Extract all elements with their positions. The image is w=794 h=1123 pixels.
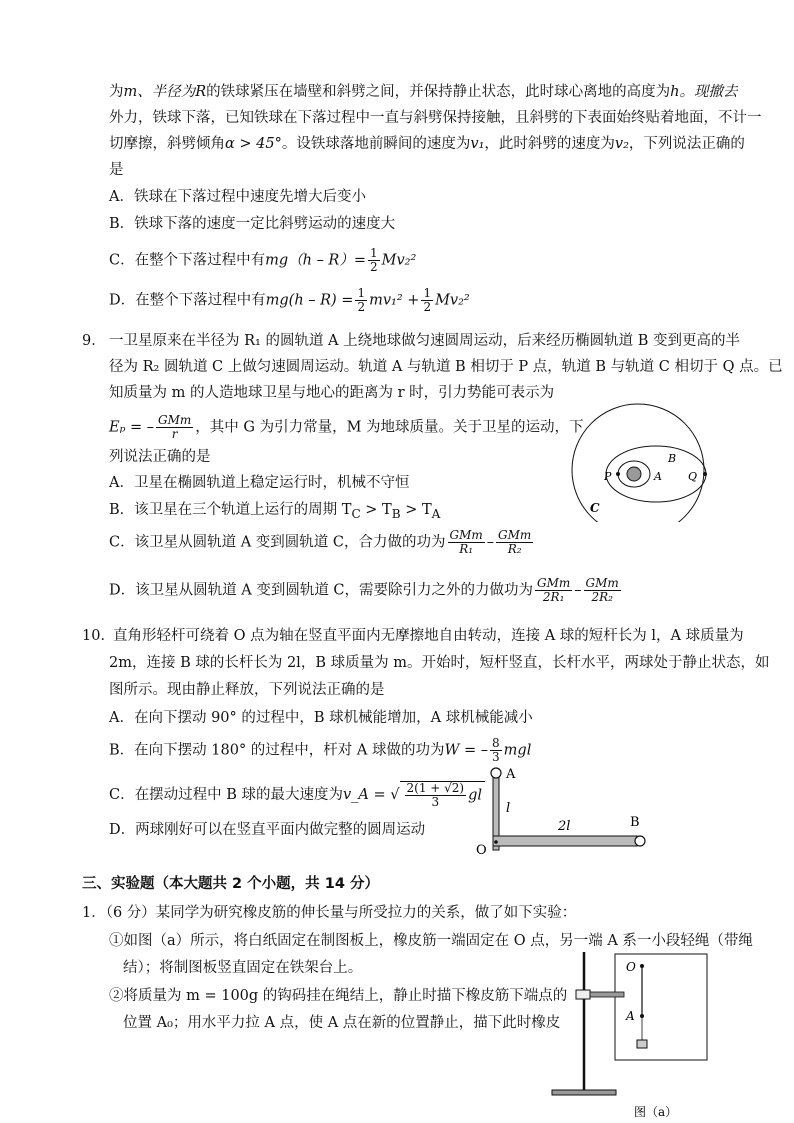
- label-o: O: [626, 960, 636, 974]
- hook-weight: [637, 1040, 647, 1048]
- exp1-line: 1．（6 分）某同学为研究橡皮筋的伸长量与所受拉力的关系，做了如下实验：: [82, 905, 577, 921]
- q9-number: 9．: [82, 333, 106, 349]
- ball-a: [491, 768, 501, 778]
- q10-line2: 2m，连接 B 球的长杆长为 2l，B 球质量为 m。开始时，短杆竖直，长杆水平，两球处于静止状态，如: [109, 655, 770, 671]
- label-a: A: [626, 1009, 635, 1023]
- q9-ep-formula: Eₚ = – $\frac{\text{GMm}}{r}$ ，其中 G 为引力常量，M 为地球质量。关于卫星的运动，下: [109, 413, 584, 441]
- clamp: [576, 990, 590, 999]
- q10-option-c: C．在摆动过程中 B 球的最大速度为v_A = √ $\frac{2(1 + √2)}{3}$ gl: [109, 781, 485, 809]
- label-b: B: [630, 815, 640, 830]
- q8-line3: 切摩擦，斜劈倾角α > 45°。设铁球落地前瞬间的速度为v₁，此时斜劈的速度为v₂，下列说法正确的: [109, 136, 745, 152]
- q9-option-b: B．该卫星在三个轨道上运行的周期 $T_C > T_B > T_A$: [109, 502, 441, 521]
- q10-line3: 图所示。现由静止释放，下列说法正确的是: [109, 682, 385, 698]
- q8-line2: 外力，铁球下落，已知铁球在下落过程中一直与斜劈保持接触，且斜劈的下表面始终贴着地面，不计一: [109, 110, 762, 126]
- label-p: P: [604, 470, 612, 483]
- point-p: [616, 472, 620, 476]
- long-rod: [493, 836, 637, 846]
- q8-option-c: C．在整个下落过程中有mg（h – R）= $\frac{1}{2}$ Mv₂²: [109, 246, 417, 274]
- ball-b: [635, 836, 645, 846]
- q9-line5: 列说法正确的是: [109, 449, 211, 465]
- label-o: O: [476, 843, 487, 858]
- q9-option-d: D．该卫星从圆轨道 A 变到圆轨道 C，需要除引力之外的力做功为 $\frac{\text{GMm}}{\text{2R₁}}$ – $\frac{\text{GMm}}{\text{2R₂}}$: [109, 576, 619, 604]
- orbit-diagram: [570, 402, 710, 522]
- section-title: 三、实验题（本大题共 2 个小题，共 14 分）: [82, 876, 379, 892]
- q10-number: 10．: [82, 628, 115, 644]
- clamp-arm: [590, 992, 624, 997]
- q9-option-c: C．该卫星从圆轨道 A 变到圆轨道 C，合力做的功为 $\frac{\text{GMm}}{\text{R₁}}$ – $\frac{\text{GMm}}{\text{R₂}}$: [109, 528, 532, 556]
- label-b: B: [668, 452, 677, 465]
- q9-line2: 径为 R₂ 圆轨道 C 上做匀速圆周运动。轨道 A 与轨道 B 相切于 P 点，轨道 B 与轨道 C 相切于 Q 点。已: [109, 359, 783, 375]
- experiment-figure: [548, 946, 718, 1121]
- q9-line1: 一卫星原来在半径为 R₁ 的圆轨道 A 上绕地球做匀速圆周运动，后来经历椭圆轨道 B 变到更高的半: [109, 333, 741, 349]
- label-2l: 2l: [558, 819, 571, 834]
- stand-base: [552, 1090, 616, 1095]
- q10-option-b: B．在向下摆动 180° 的过程中，杆对 A 球做的功为W = – $\frac{8}{3}$ mgl: [109, 736, 532, 764]
- label-l: l: [506, 801, 511, 816]
- q10-line1: 直角形轻杆可绕着 O 点为轴在竖直平面内无摩擦地自由转动，连接 A 球的短杆长为 l，A 球质量为: [113, 628, 744, 644]
- label-c: C: [590, 501, 600, 515]
- point-q: [703, 472, 707, 476]
- figure-caption: 图（a）: [634, 1105, 678, 1119]
- exp1-step2a: ②将质量为 m = 100g 的钩码挂在绳结上，静止时描下橡皮筋下端点的: [109, 988, 568, 1004]
- rod-diagram: [466, 764, 656, 858]
- pivot-o: [494, 840, 498, 844]
- exp1-step2b: 位置 A₀；用水平力拉 A 点，使 A 点在新的位置静止，描下此时橡皮: [123, 1015, 561, 1031]
- label-a: A: [506, 767, 516, 782]
- exp1-step1a: ①如图（a）所示，将白纸固定在制图板上，橡皮筋一端固定在 O 点，另一端 A 系一小段轻绳（带绳: [109, 933, 753, 949]
- q8-option-d: D．在整个下落过程中有mg(h – R) = $\frac{1}{2}$ mv₁² + $\frac{1}{2}$ Mv₂²: [109, 286, 470, 314]
- q10-option-a: A．在向下摆动 90° 的过程中，B 球机械能增加，A 球机械能减小: [109, 710, 533, 726]
- point-o: [640, 964, 644, 968]
- q9-option-a: A．卫星在椭圆轨道上稳定运行时，机械不守恒: [109, 475, 410, 491]
- label-a: A: [654, 470, 662, 483]
- q10-option-d: D．两球刚好可以在竖直平面内做完整的圆周运动: [109, 822, 426, 838]
- q8-option-a: A．铁球在下落过程中速度先增大后变小: [109, 189, 366, 205]
- exp1-step1b: 结）；将制图板竖直固定在铁架台上。: [123, 960, 363, 976]
- q9-line3: 知质量为 m 的人造地球卫星与地心的距离为 r 时，引力势能可表示为: [109, 385, 555, 401]
- q8-option-b: B．铁球下落的速度一定比斜劈运动的速度大: [109, 216, 396, 232]
- q8-line4: 是: [109, 162, 124, 178]
- earth: [627, 467, 641, 481]
- label-q: Q: [688, 470, 698, 483]
- q8-line1: 为m、半径为R的铁球紧压在墙壁和斜劈之间，并保持静止状态，此时球心离地的高度为h。现撤去: [109, 84, 738, 100]
